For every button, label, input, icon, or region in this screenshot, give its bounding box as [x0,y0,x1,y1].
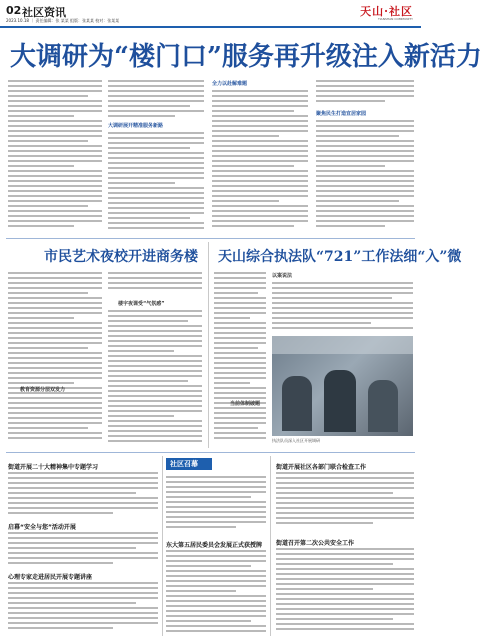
news-item-title: 东大第五居民委员会发展正式获授牌 [166,542,263,549]
enforcement-team-photo [272,336,413,436]
main-story-col3 [212,90,308,232]
main-story-col2b [108,132,204,232]
main-story-col4a [316,80,414,108]
right-subhead-2: 当前体制破题 [230,401,261,407]
left-subhead-1: 楼宇夜课受“气氛感” [118,301,165,307]
right-story-headline: 天山综合执法队“721”工作法细“入”微 [218,249,462,265]
news-item-body [8,582,158,636]
section-divider-1 [6,238,415,239]
column-divider [208,242,209,448]
bottom-column-divider-2 [270,456,271,636]
news-item-title: 街道召开第二次公共安全工作 [276,540,355,547]
left-subhead-2: 教育资源分层双发力 [20,387,66,393]
right-story-col2a [272,282,413,332]
left-story-headline: 市民艺术夜校开进商务楼 [44,249,198,265]
left-story-col2b [108,310,202,448]
news-item-title: 街道开展二十大精神集中专题学习 [8,464,99,471]
section-title: 社区资讯 [22,6,66,19]
main-subhead-1: 大调研展开精准服务新路 [108,123,164,129]
newspaper-logo-sub: TIANSHAN COMMUNITY [377,17,413,21]
news-item-title: 启幕“安全与您”活动开展 [8,524,76,531]
main-subhead-3: 聚焦民生打造宜居家园 [316,111,367,117]
news-item-body [8,532,158,568]
news-item-body [276,548,414,636]
news-item-title: 街道开展社区各部门联合检查工作 [276,464,367,471]
right-subhead-1: 以案说法 [272,273,293,279]
main-subhead-2: 全力以赴解难题 [212,81,248,87]
newspaper-logo: 天山·社区 [360,5,413,18]
photo-caption: 执法队员深入社区开展调研 [272,438,320,443]
section-divider-2 [6,452,415,453]
news-item-body [276,472,414,532]
news-item-body [8,472,158,518]
main-headline: 大调研为“楼门口”服务再升级注入新活力 [10,42,482,72]
right-story-col1 [214,272,266,448]
bottom-column-divider-1 [162,456,163,636]
header-rule [0,26,421,28]
left-story-col1 [8,272,102,448]
main-story-col1 [8,80,102,230]
news-item-body [166,476,266,536]
main-story-col2a [108,80,204,120]
page-meta: 2023.10.18 ｜ 责任编辑：张 某某 组版：张某某 校对：张某某 [6,18,120,23]
left-story-col2a [108,272,202,296]
news-item-title: 心理专家走进居民开展专题讲座 [8,574,93,581]
news-item-body [166,550,266,636]
news-kicker: 社区召幕 [170,459,198,468]
main-story-col4b [316,120,414,232]
page-number: 02 [6,4,22,17]
